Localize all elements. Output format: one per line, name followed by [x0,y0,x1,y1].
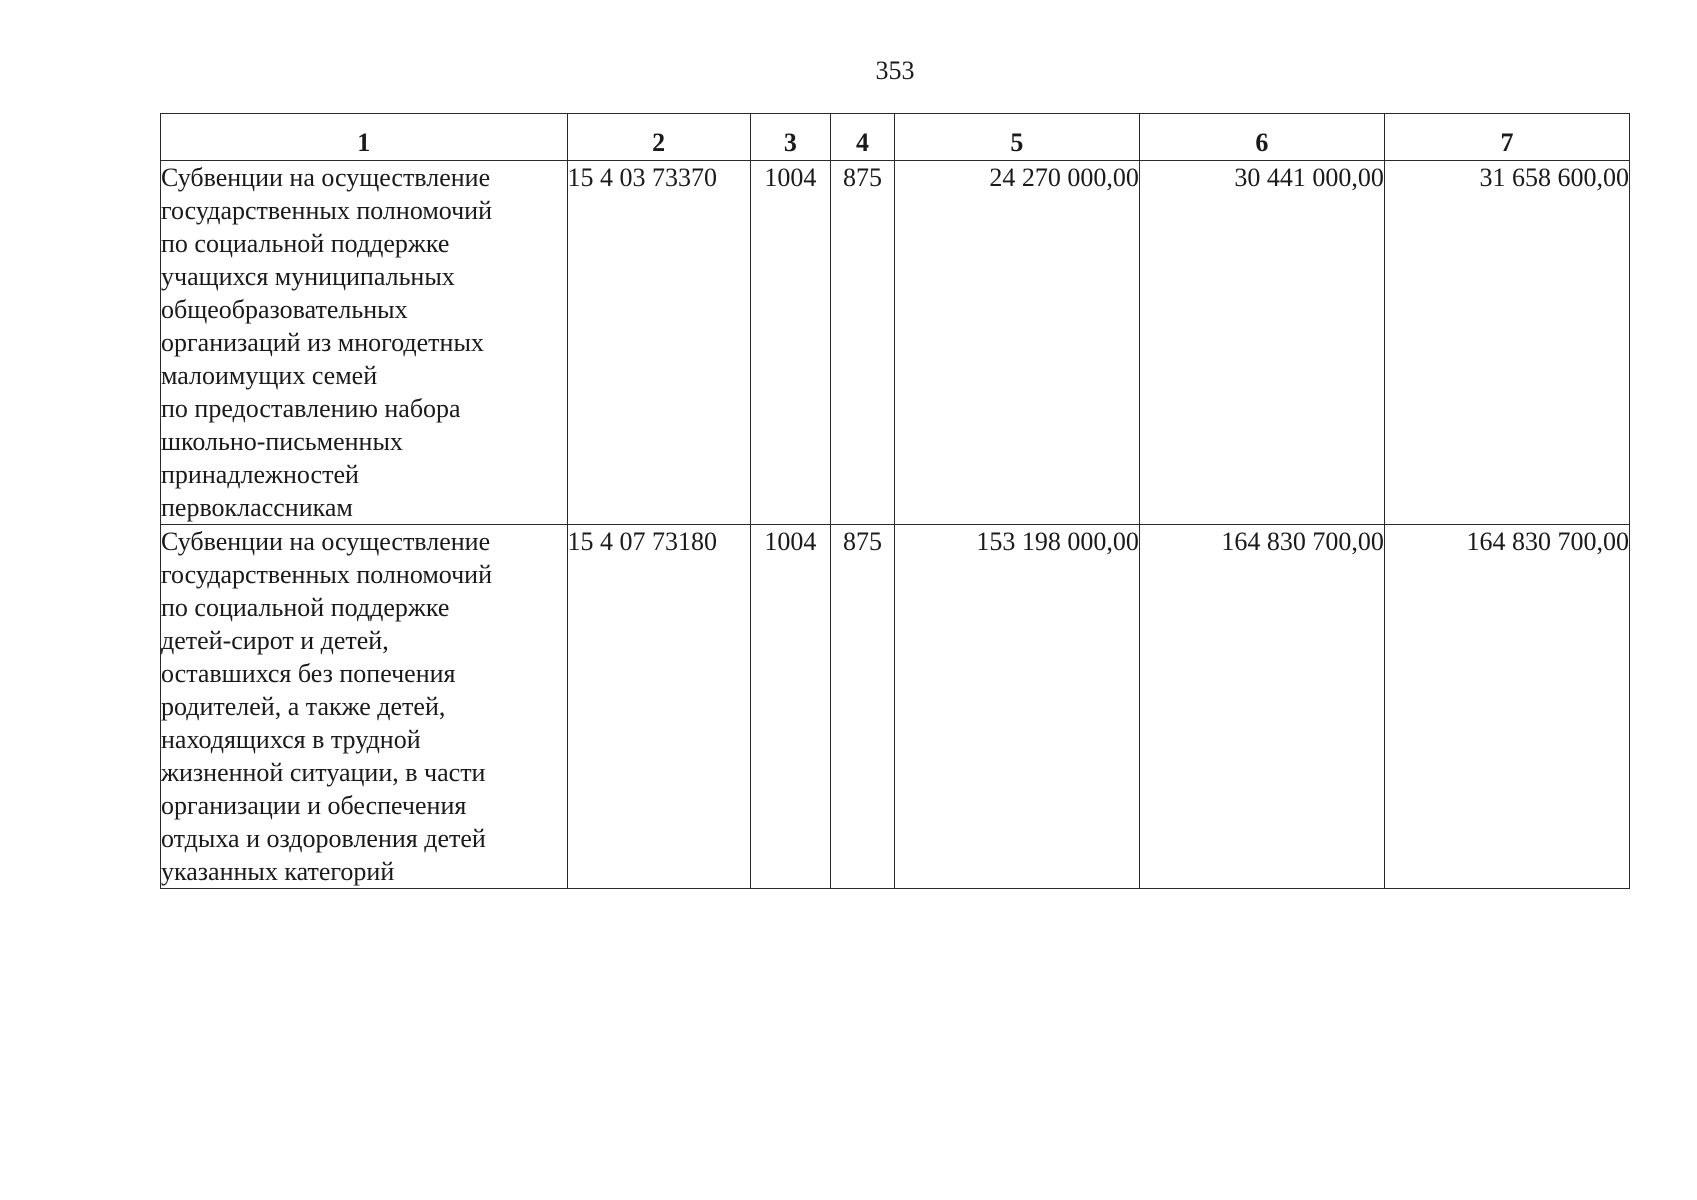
row-section: 1004 [750,525,830,889]
header-row [161,114,1630,161]
description-line: первоклассникам [161,493,353,522]
description-line: находящихся в трудной [161,725,421,754]
budget-table [160,113,1630,889]
description-line: Субвенции на осуществление [161,527,491,556]
description-line: родителей, а также детей, [161,692,446,721]
row-description [161,525,568,889]
column-header-2: 2 [567,114,750,161]
page-number: 353 [875,56,915,85]
description-line: школьно-письменных [161,427,403,456]
table-row [161,161,1630,525]
description-line: детей-сирот и детей, [161,626,389,655]
table-row [161,525,1630,889]
description-line: жизненной ситуации, в части [161,758,486,787]
description-line: указанных категорий [161,857,395,886]
row-code: 15 4 07 73180 [567,525,750,889]
description-line: учащихся муниципальных [161,262,455,291]
row-amount-6: 164 830 700,00 [1139,525,1384,889]
description-line: отдыха и оздоровления детей [161,824,486,853]
row-amount-7: 164 830 700,00 [1384,525,1629,889]
description-line: Субвенции на осуществление [161,163,491,192]
column-header-1: 1 [161,114,568,161]
row-section: 1004 [750,161,830,525]
column-header-7: 7 [1384,114,1629,161]
description-line: малоимущих семей [161,361,378,390]
row-amount-5: 24 270 000,00 [894,161,1139,525]
row-description [161,161,568,525]
description-line: организации и обеспечения [161,791,467,820]
description-line: общеобразовательных [161,295,408,324]
row-amount-5: 153 198 000,00 [894,525,1139,889]
description-line: принадлежностей [161,460,359,489]
column-header-6: 6 [1139,114,1384,161]
description-line: по социальной поддержке [161,229,450,258]
description-line: государственных полномочий [161,196,493,225]
column-header-4: 4 [830,114,894,161]
description-line: по социальной поддержке [161,593,450,622]
column-header-5: 5 [894,114,1139,161]
description-line: оставшихся без попечения [161,659,456,688]
row-type: 875 [830,161,894,525]
row-type: 875 [830,525,894,889]
description-line: организаций из многодетных [161,328,484,357]
column-header-3: 3 [750,114,830,161]
description-line: государственных полномочий [161,560,493,589]
row-code: 15 4 03 73370 [567,161,750,525]
description-line: по предоставлению набора [161,394,461,423]
row-amount-7: 31 658 600,00 [1384,161,1629,525]
row-amount-6: 30 441 000,00 [1139,161,1384,525]
